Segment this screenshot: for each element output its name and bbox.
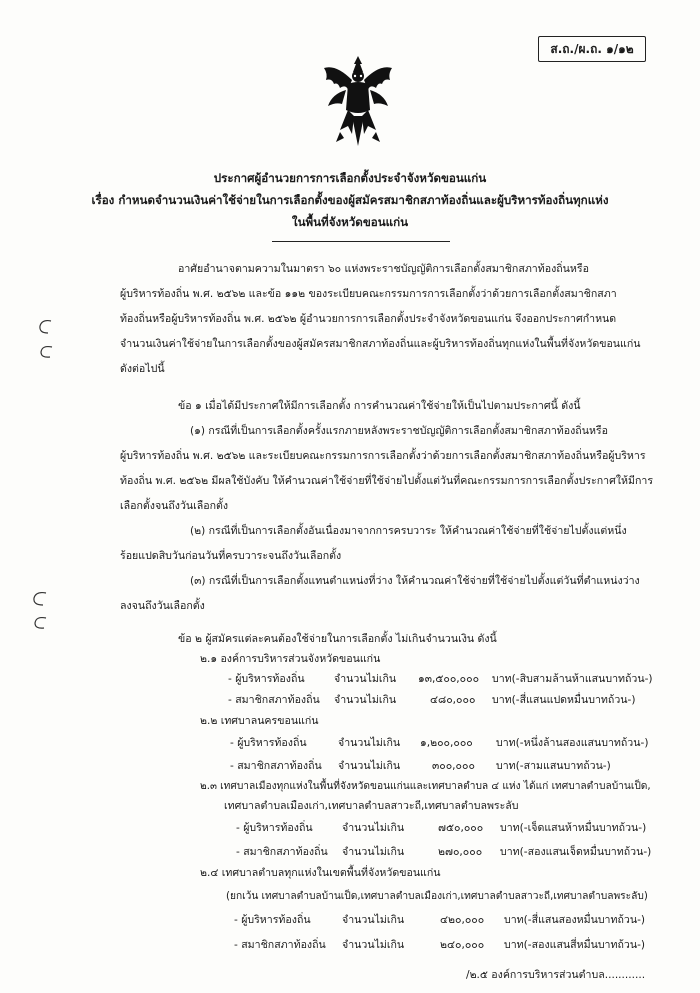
section-title-cont: (ยกเว้น เทศบาลตำบลบ้านเป็ด,เทศบาลตำบลเมืองเก่า,เทศบาลตำบลสาวะถี,เทศบาลตำบลพระลับ) [226,891,648,902]
clause-1-item: ผู้บริหารท้องถิ่น พ.ศ. ๒๕๖๒ และระเบียบคณะกรรมการการเลือกตั้งว่าด้วยการเลือกตั้งสมาชิกสภาท้องถิ่นหรือผู้บริหาร [120,450,646,462]
row-amount: ๒๗๐,๐๐๐ [438,846,483,858]
binder-hole-mark-icon [36,343,58,361]
clause-1-item: ร้อยแปดสิบวันก่อนวันที่ครบวาระจนถึงวันเลือกตั้ง [120,550,342,562]
row-amount: ๒๔๐,๐๐๐ [440,939,485,951]
continuation-note: /๒.๕ องค์การบริหารส่วนตำบล............ [466,969,646,981]
row-words: บาท(-หนึ่งล้านสองแสนบาทถ้วน-) [496,737,649,749]
row-words: บาท(-สิบสามล้านห้าแสนบาทถ้วน-) [492,673,653,685]
row-role: - สมาชิกสภาท้องถิ่น [236,846,328,858]
row-words: บาท(-สองแสนเจ็ดหมื่นบาทถ้วน-) [500,846,652,858]
row-words: บาท(-สี่แสนสองหมื่นบาทถ้วน-) [504,914,646,926]
clause-1-item: (๒) กรณีที่เป็นการเลือกตั้งอันเนื่องมาจากการครบวาระ ให้คำนวณค่าใช้จ่ายที่ใช้จ่ายไปตั้งแต่หนึ่ง [190,525,627,537]
section-title: ๒.๔ เทศบาลตำบลทุกแห่งในเขตพื้นที่จังหวัดขอนแก่น [200,867,441,879]
row-limit: จำนวนไม่เกิน [342,846,405,858]
row-amount: ๓๐๐,๐๐๐ [432,760,475,772]
section-title: ๒.๑ องค์การบริหารส่วนจังหวัดขอนแก่น [200,653,381,665]
clause-1-item: ลงจนถึงวันเลือกตั้ง [120,600,205,612]
section-title: ๒.๒ เทศบาลนครขอนแก่น [200,715,319,727]
intro-line: ท้องถิ่นหรือผู้บริหารท้องถิ่น พ.ศ. ๒๕๖๒ ผู้อำนวยการการเลือกตั้งประจำจังหวัดขอนแก่น จึงออกประกาศกำหนด [120,313,617,325]
row-amount: ๑๓,๕๐๐,๐๐๐ [418,673,480,685]
intro-line: อาศัยอำนาจตามความในมาตรา ๖๐ แห่งพระราชบัญญัติการเลือกตั้งสมาชิกสภาท้องถิ่นหรือ [178,263,589,275]
clause-1-heading: ข้อ ๑ เมื่อได้มีประกาศให้มีการเลือกตั้ง การคำนวณค่าใช้จ่ายให้เป็นไปตามประกาศนี้ ดังนี้ [178,400,581,412]
garuda-emblem-icon [318,54,398,150]
announcement-title: ประกาศผู้อำนวยการการเลือกตั้งประจำจังหวัดขอนแก่น [213,171,487,185]
row-words: บาท(-สี่แสนแปดหมื่นบาทถ้วน-) [492,694,636,706]
row-role: - ผู้บริหารท้องถิ่น [228,673,305,685]
row-amount: ๗๕๐,๐๐๐ [438,822,484,834]
binder-hole-mark-icon [30,614,52,632]
row-limit: จำนวนไม่เกิน [334,673,397,685]
binder-hole-mark-icon [30,590,52,608]
row-amount: ๑,๒๐๐,๐๐๐ [420,737,473,749]
row-words: บาท(-สามแสนบาทถ้วน-) [496,760,611,772]
row-role: - สมาชิกสภาท้องถิ่น [228,694,320,706]
row-role: - ผู้บริหารท้องถิ่น [234,914,311,926]
intro-line: ผู้บริหารท้องถิ่น พ.ศ. ๒๕๖๒ และข้อ ๑๑๒ ของระเบียบคณะกรรมการการเลือกตั้งว่าด้วยการเลือกตั้งสมาชิกสภา [120,288,617,300]
clause-1-item: (๓) กรณีที่เป็นการเลือกตั้งแทนตำแหน่งที่ว่าง ให้คำนวณค่าใช้จ่ายที่ใช้จ่ายไปตั้งแต่วันที่ตำแหน่งว่าง [190,575,640,587]
row-limit: จำนวนไม่เกิน [338,760,401,772]
clause-1-item: (๑) กรณีที่เป็นการเลือกตั้งครั้งแรกภายหลังพระราชบัญญัติการเลือกตั้งสมาชิกสภาท้องถิ่นหรือ [190,425,608,437]
clause-1-item: ท้องถิ่น พ.ศ. ๒๕๖๒ มีผลใช้บังคับ ให้คำนวณค่าใช้จ่ายที่ใช้จ่ายไปตั้งแต่วันที่คณะกรรมการการเลือกตั้งประกาศให้มีการ [120,475,654,487]
intro-line: จำนวนเงินค่าใช้จ่ายในการเลือกตั้งของผู้สมัครสมาชิกสภาท้องถิ่นและผู้บริหารท้องถิ่นทุกแห่งในพื้นที่จังหวัดขอนแก่น [120,338,641,350]
row-limit: จำนวนไม่เกิน [342,939,405,951]
announcement-subject: เรื่อง กำหนดจำนวนเงินค่าใช้จ่ายในการเลือกตั้งของผู้สมัครสมาชิกสภาท้องถิ่นและผู้บริหารท้องถิ่นทุกแห่ง [91,193,609,207]
title-divider [272,241,450,242]
row-amount: ๔๘๐,๐๐๐ [430,694,476,706]
row-limit: จำนวนไม่เกิน [342,914,405,926]
row-limit: จำนวนไม่เกิน [338,737,401,749]
row-words: บาท(-สองแสนสี่หมื่นบาทถ้วน-) [504,939,646,951]
row-amount: ๔๒๐,๐๐๐ [440,914,485,926]
row-limit: จำนวนไม่เกิน [334,694,397,706]
clause-2-heading: ข้อ ๒ ผู้สมัครแต่ละคนต้องใช้จ่ายในการเลือกตั้ง ไม่เกินจำนวนเงิน ดังนี้ [178,633,497,645]
section-title-cont: เทศบาลตำบลเมืองเก่า,เทศบาลตำบลสาวะถี,เทศบาลตำบลพระลับ [224,800,519,812]
document-code-box: ส.ถ./ผ.ถ. ๑/๑๒ [538,36,646,62]
row-role: - สมาชิกสภาท้องถิ่น [230,760,322,772]
announcement-area: ในพื้นที่จังหวัดขอนแก่น [291,215,409,229]
intro-line: ดังต่อไปนี้ [120,363,165,375]
binder-hole-mark-icon [36,318,58,336]
section-title: ๒.๓ เทศบาลเมืองทุกแห่งในพื้นที่จังหวัดขอนแก่นและเทศบาลตำบล ๔ แห่ง ได้แก่ เทศบาลตำบลบ้านเป็ด, [200,781,651,792]
row-role: - ผู้บริหารท้องถิ่น [236,822,313,834]
row-role: - ผู้บริหารท้องถิ่น [230,737,307,749]
clause-1-item: เลือกตั้งจนถึงวันเลือกตั้ง [120,500,229,512]
row-role: - สมาชิกสภาท้องถิ่น [234,939,326,951]
row-words: บาท(-เจ็ดแสนห้าหมื่นบาทถ้วน-) [500,822,647,834]
row-limit: จำนวนไม่เกิน [342,822,405,834]
